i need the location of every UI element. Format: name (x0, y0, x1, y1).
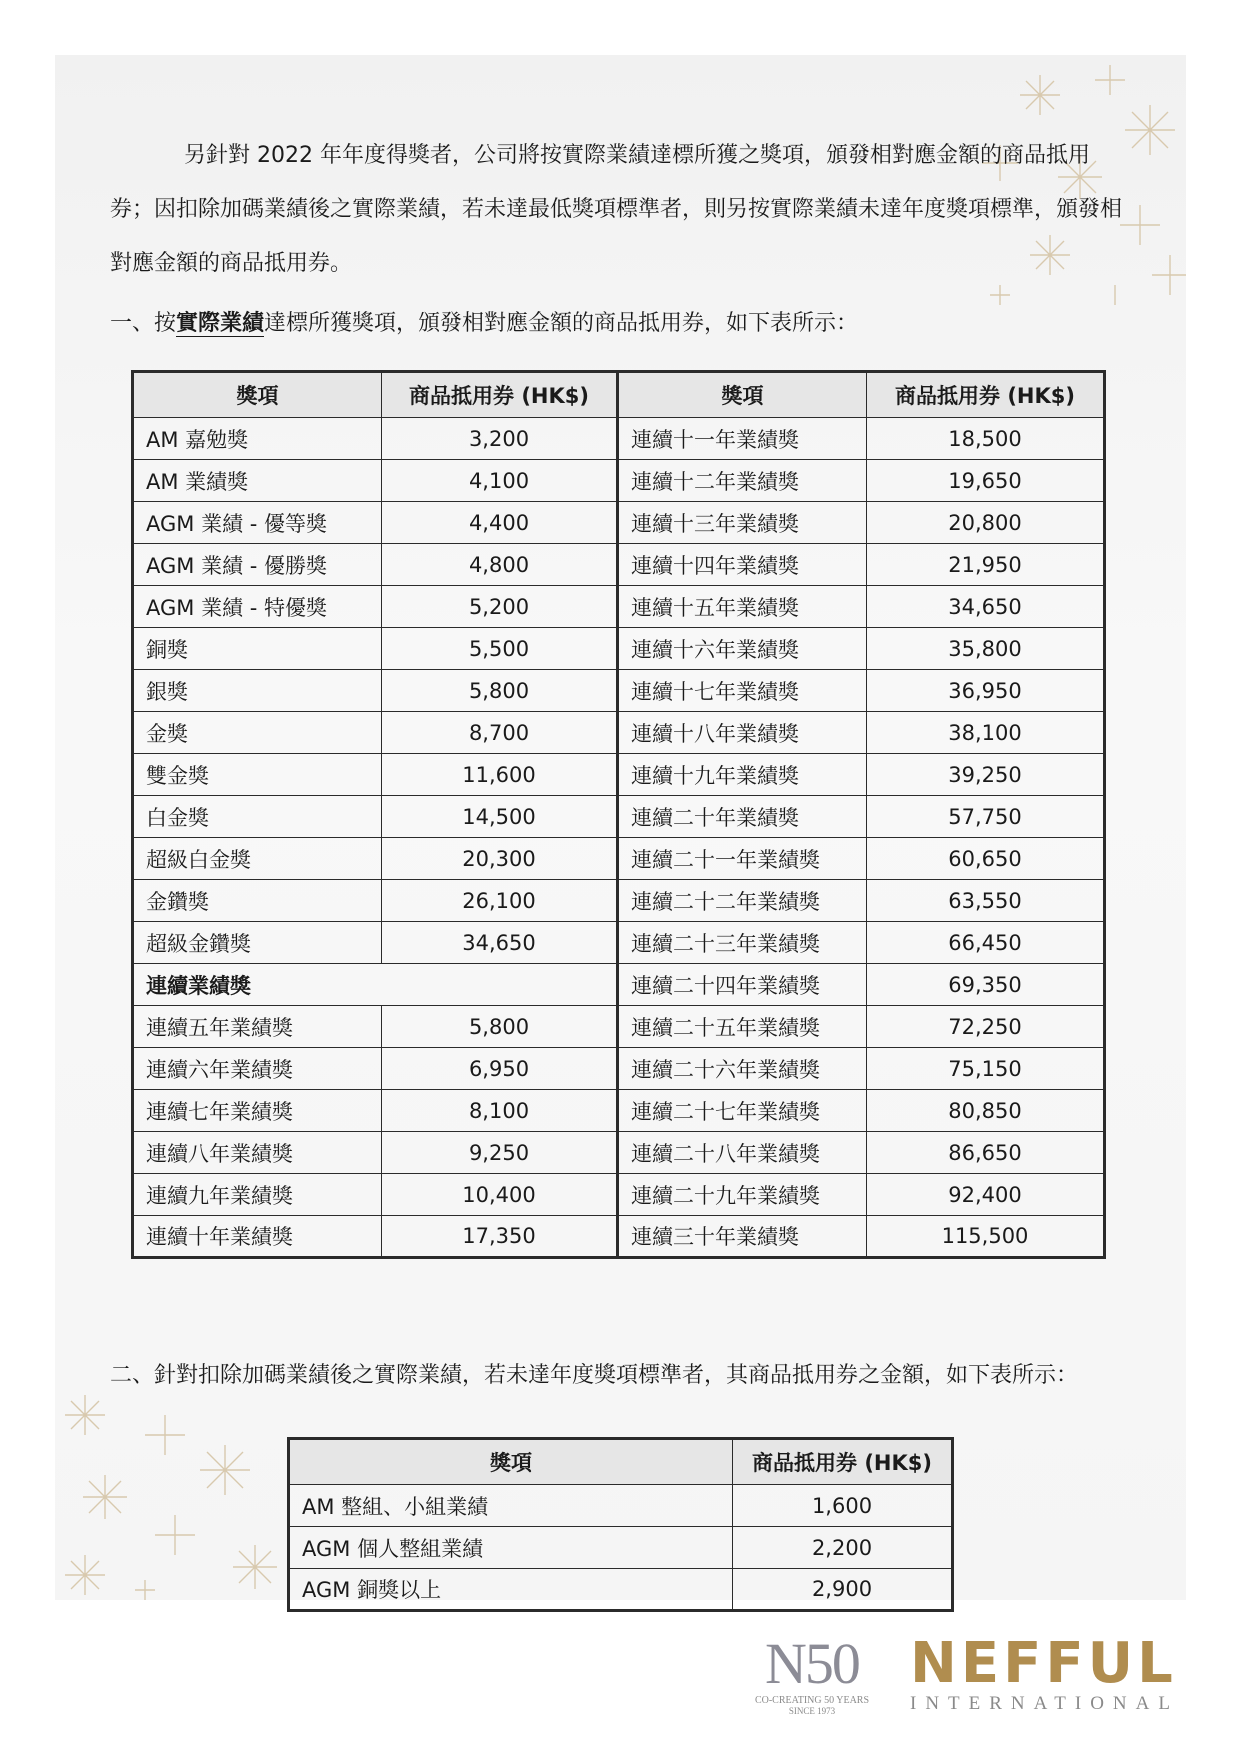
table-row (133, 1006, 1105, 1048)
award-name: 銀獎 (133, 670, 382, 712)
nefful-logo (910, 1631, 1179, 1715)
award-name: 連續二十四年業績獎 (618, 964, 867, 1006)
voucher-amount: 14,500 (382, 796, 618, 838)
table-row (133, 922, 1105, 964)
section1-emphasis: 實際業績 (176, 311, 265, 336)
voucher-amount: 80,850 (867, 1090, 1105, 1132)
award-name: AGM 業績 - 優勝獎 (133, 544, 382, 586)
table-row (289, 1527, 953, 1569)
award-name: AGM 業績 - 優等獎 (133, 502, 382, 544)
award-name: 連續二十六年業績獎 (618, 1048, 867, 1090)
table-row (133, 1132, 1105, 1174)
table-header-row (133, 372, 1105, 418)
award-name: 連續十六年業績獎 (618, 628, 867, 670)
award-name: 連續三十年業績獎 (618, 1216, 867, 1258)
voucher-amount: 4,400 (382, 502, 618, 544)
header-award-left: 獎項 (133, 372, 382, 418)
voucher-amount: 18,500 (867, 418, 1105, 460)
table-row (133, 460, 1105, 502)
award-name: 連續二十五年業績獎 (618, 1006, 867, 1048)
section1-suffix: 達標所獲獎項，頒發相對應金額的商品抵用券，如下表所示： (264, 311, 859, 336)
award-name: 連續二十一年業績獎 (618, 838, 867, 880)
voucher-amount: 75,150 (867, 1048, 1105, 1090)
voucher-amount: 66,450 (867, 922, 1105, 964)
voucher-amount: 5,800 (382, 670, 618, 712)
award-name: 連續六年業績獎 (133, 1048, 382, 1090)
award-name: 連續十七年業績獎 (618, 670, 867, 712)
intro-paragraph: 另針對 2022 年年度得獎者，公司將按實際業績達標所獲之獎項，頒發相對應金額的商品抵用券；因扣除加碼業績後之實際業績，若未達最低獎項標準者，則另按實際業績未達年度獎項標準，頒發相對應金額的商品抵用券。 (110, 143, 1123, 276)
voucher-amount: 69,350 (867, 964, 1105, 1006)
voucher-amount: 26,100 (382, 880, 618, 922)
voucher-amount: 9,250 (382, 1132, 618, 1174)
nefful-wordmark: NEFFUL (910, 1631, 1177, 1696)
award-name: 連續九年業績獎 (133, 1174, 382, 1216)
voucher-amount: 92,400 (867, 1174, 1105, 1216)
voucher-amount: 39,250 (867, 754, 1105, 796)
section1-heading (110, 306, 858, 337)
n50-logo (744, 1631, 880, 1716)
table-row (133, 502, 1105, 544)
voucher-amount: 60,650 (867, 838, 1105, 880)
table-row (133, 712, 1105, 754)
voucher-amount: 4,800 (382, 544, 618, 586)
header-voucher-right: 商品抵用券 (HK$) (867, 372, 1105, 418)
award-name: 連續八年業績獎 (133, 1132, 382, 1174)
n50-since: SINCE 1973 (788, 1706, 836, 1716)
table-row (289, 1569, 953, 1611)
nefful-sub: INTERNATIONAL (910, 1693, 1179, 1714)
voucher-amount: 8,100 (382, 1090, 618, 1132)
voucher-amount: 2,200 (733, 1527, 953, 1569)
voucher-amount: 86,650 (867, 1132, 1105, 1174)
table-row (133, 418, 1105, 460)
voucher-amount: 19,650 (867, 460, 1105, 502)
voucher-amount: 5,500 (382, 628, 618, 670)
voucher-amount: 17,350 (382, 1216, 618, 1258)
voucher-amount: 72,250 (867, 1006, 1105, 1048)
voucher-amount: 34,650 (382, 922, 618, 964)
voucher-amount: 20,800 (867, 502, 1105, 544)
table-row (133, 838, 1105, 880)
section1-prefix: 一、按 (110, 311, 177, 336)
award-name: AM 嘉勉獎 (133, 418, 382, 460)
table-row (133, 754, 1105, 796)
voucher-amount: 34,650 (867, 586, 1105, 628)
award-name: 雙金獎 (133, 754, 382, 796)
award-table-secondary (287, 1437, 954, 1612)
award-name: AM 業績獎 (133, 460, 382, 502)
award-name: 連續十三年業績獎 (618, 502, 867, 544)
award-name: 連續十年業績獎 (133, 1216, 382, 1258)
section2-heading: 二、針對扣除加碼業績後之實際業績，若未達年度獎項標準者，其商品抵用券之金額，如下表所示： (110, 1363, 1079, 1388)
voucher-amount: 4,100 (382, 460, 618, 502)
n50-tagline: CO-CREATING 50 YEARS (754, 1695, 870, 1706)
award-table-main (131, 370, 1106, 1259)
award-name: 超級白金獎 (133, 838, 382, 880)
award-name: 金鑽獎 (133, 880, 382, 922)
award-name: AM 整組、小組業績 (289, 1485, 733, 1527)
voucher-amount: 21,950 (867, 544, 1105, 586)
table-row (133, 1090, 1105, 1132)
award-name: 連續二十七年業績獎 (618, 1090, 867, 1132)
table-row (133, 964, 1105, 1006)
table-row (133, 1048, 1105, 1090)
award-name: 連續二十三年業績獎 (618, 922, 867, 964)
voucher-amount: 6,950 (382, 1048, 618, 1090)
table-row (133, 544, 1105, 586)
voucher-amount: 115,500 (867, 1216, 1105, 1258)
voucher-amount: 10,400 (382, 1174, 618, 1216)
voucher-amount: 3,200 (382, 418, 618, 460)
voucher-amount: 8,700 (382, 712, 618, 754)
voucher-amount: 11,600 (382, 754, 618, 796)
header-award-right: 獎項 (618, 372, 867, 418)
decor-sparkles-bottom-left (55, 1385, 285, 1600)
award-name: 連續十四年業績獎 (618, 544, 867, 586)
voucher-amount: 63,550 (867, 880, 1105, 922)
award-name: AGM 業績 - 特優獎 (133, 586, 382, 628)
header-voucher-left: 商品抵用券 (HK$) (382, 372, 618, 418)
table-row (133, 880, 1105, 922)
award-name: 連續二十年業績獎 (618, 796, 867, 838)
award-name: 連續十八年業績獎 (618, 712, 867, 754)
award-name: 連續十一年業績獎 (618, 418, 867, 460)
voucher-amount: 38,100 (867, 712, 1105, 754)
voucher-amount: 20,300 (382, 838, 618, 880)
award-name: 超級金鑽獎 (133, 922, 382, 964)
award-name: 金獎 (133, 712, 382, 754)
award-name: 白金獎 (133, 796, 382, 838)
voucher-amount: 35,800 (867, 628, 1105, 670)
table-row (133, 670, 1105, 712)
award-name: 連續五年業績獎 (133, 1006, 382, 1048)
award-name: AGM 銅獎以上 (289, 1569, 733, 1611)
table2-header-voucher: 商品抵用券 (HK$) (733, 1439, 953, 1485)
table-row (133, 796, 1105, 838)
award-name: 連續二十九年業績獎 (618, 1174, 867, 1216)
award-name: 連續十五年業績獎 (618, 586, 867, 628)
voucher-amount: 5,800 (382, 1006, 618, 1048)
table-row (133, 628, 1105, 670)
table-row (289, 1485, 953, 1527)
award-name: 連續七年業績獎 (133, 1090, 382, 1132)
table-row (133, 1174, 1105, 1216)
table2-header-row (289, 1439, 953, 1485)
award-group-label: 連續業績獎 (133, 964, 618, 1006)
n50-mark: N50 (765, 1631, 859, 1696)
table2-header-award: 獎項 (289, 1439, 733, 1485)
table-row (133, 1216, 1105, 1258)
award-name: 銅獎 (133, 628, 382, 670)
table-row (133, 586, 1105, 628)
voucher-amount: 1,600 (733, 1485, 953, 1527)
voucher-amount: 2,900 (733, 1569, 953, 1611)
award-name: 連續十二年業績獎 (618, 460, 867, 502)
award-name: 連續二十二年業績獎 (618, 880, 867, 922)
award-name: 連續十九年業績獎 (618, 754, 867, 796)
voucher-amount: 5,200 (382, 586, 618, 628)
award-name: AGM 個人整組業績 (289, 1527, 733, 1569)
voucher-amount: 36,950 (867, 670, 1105, 712)
voucher-amount: 57,750 (867, 796, 1105, 838)
award-name: 連續二十八年業績獎 (618, 1132, 867, 1174)
